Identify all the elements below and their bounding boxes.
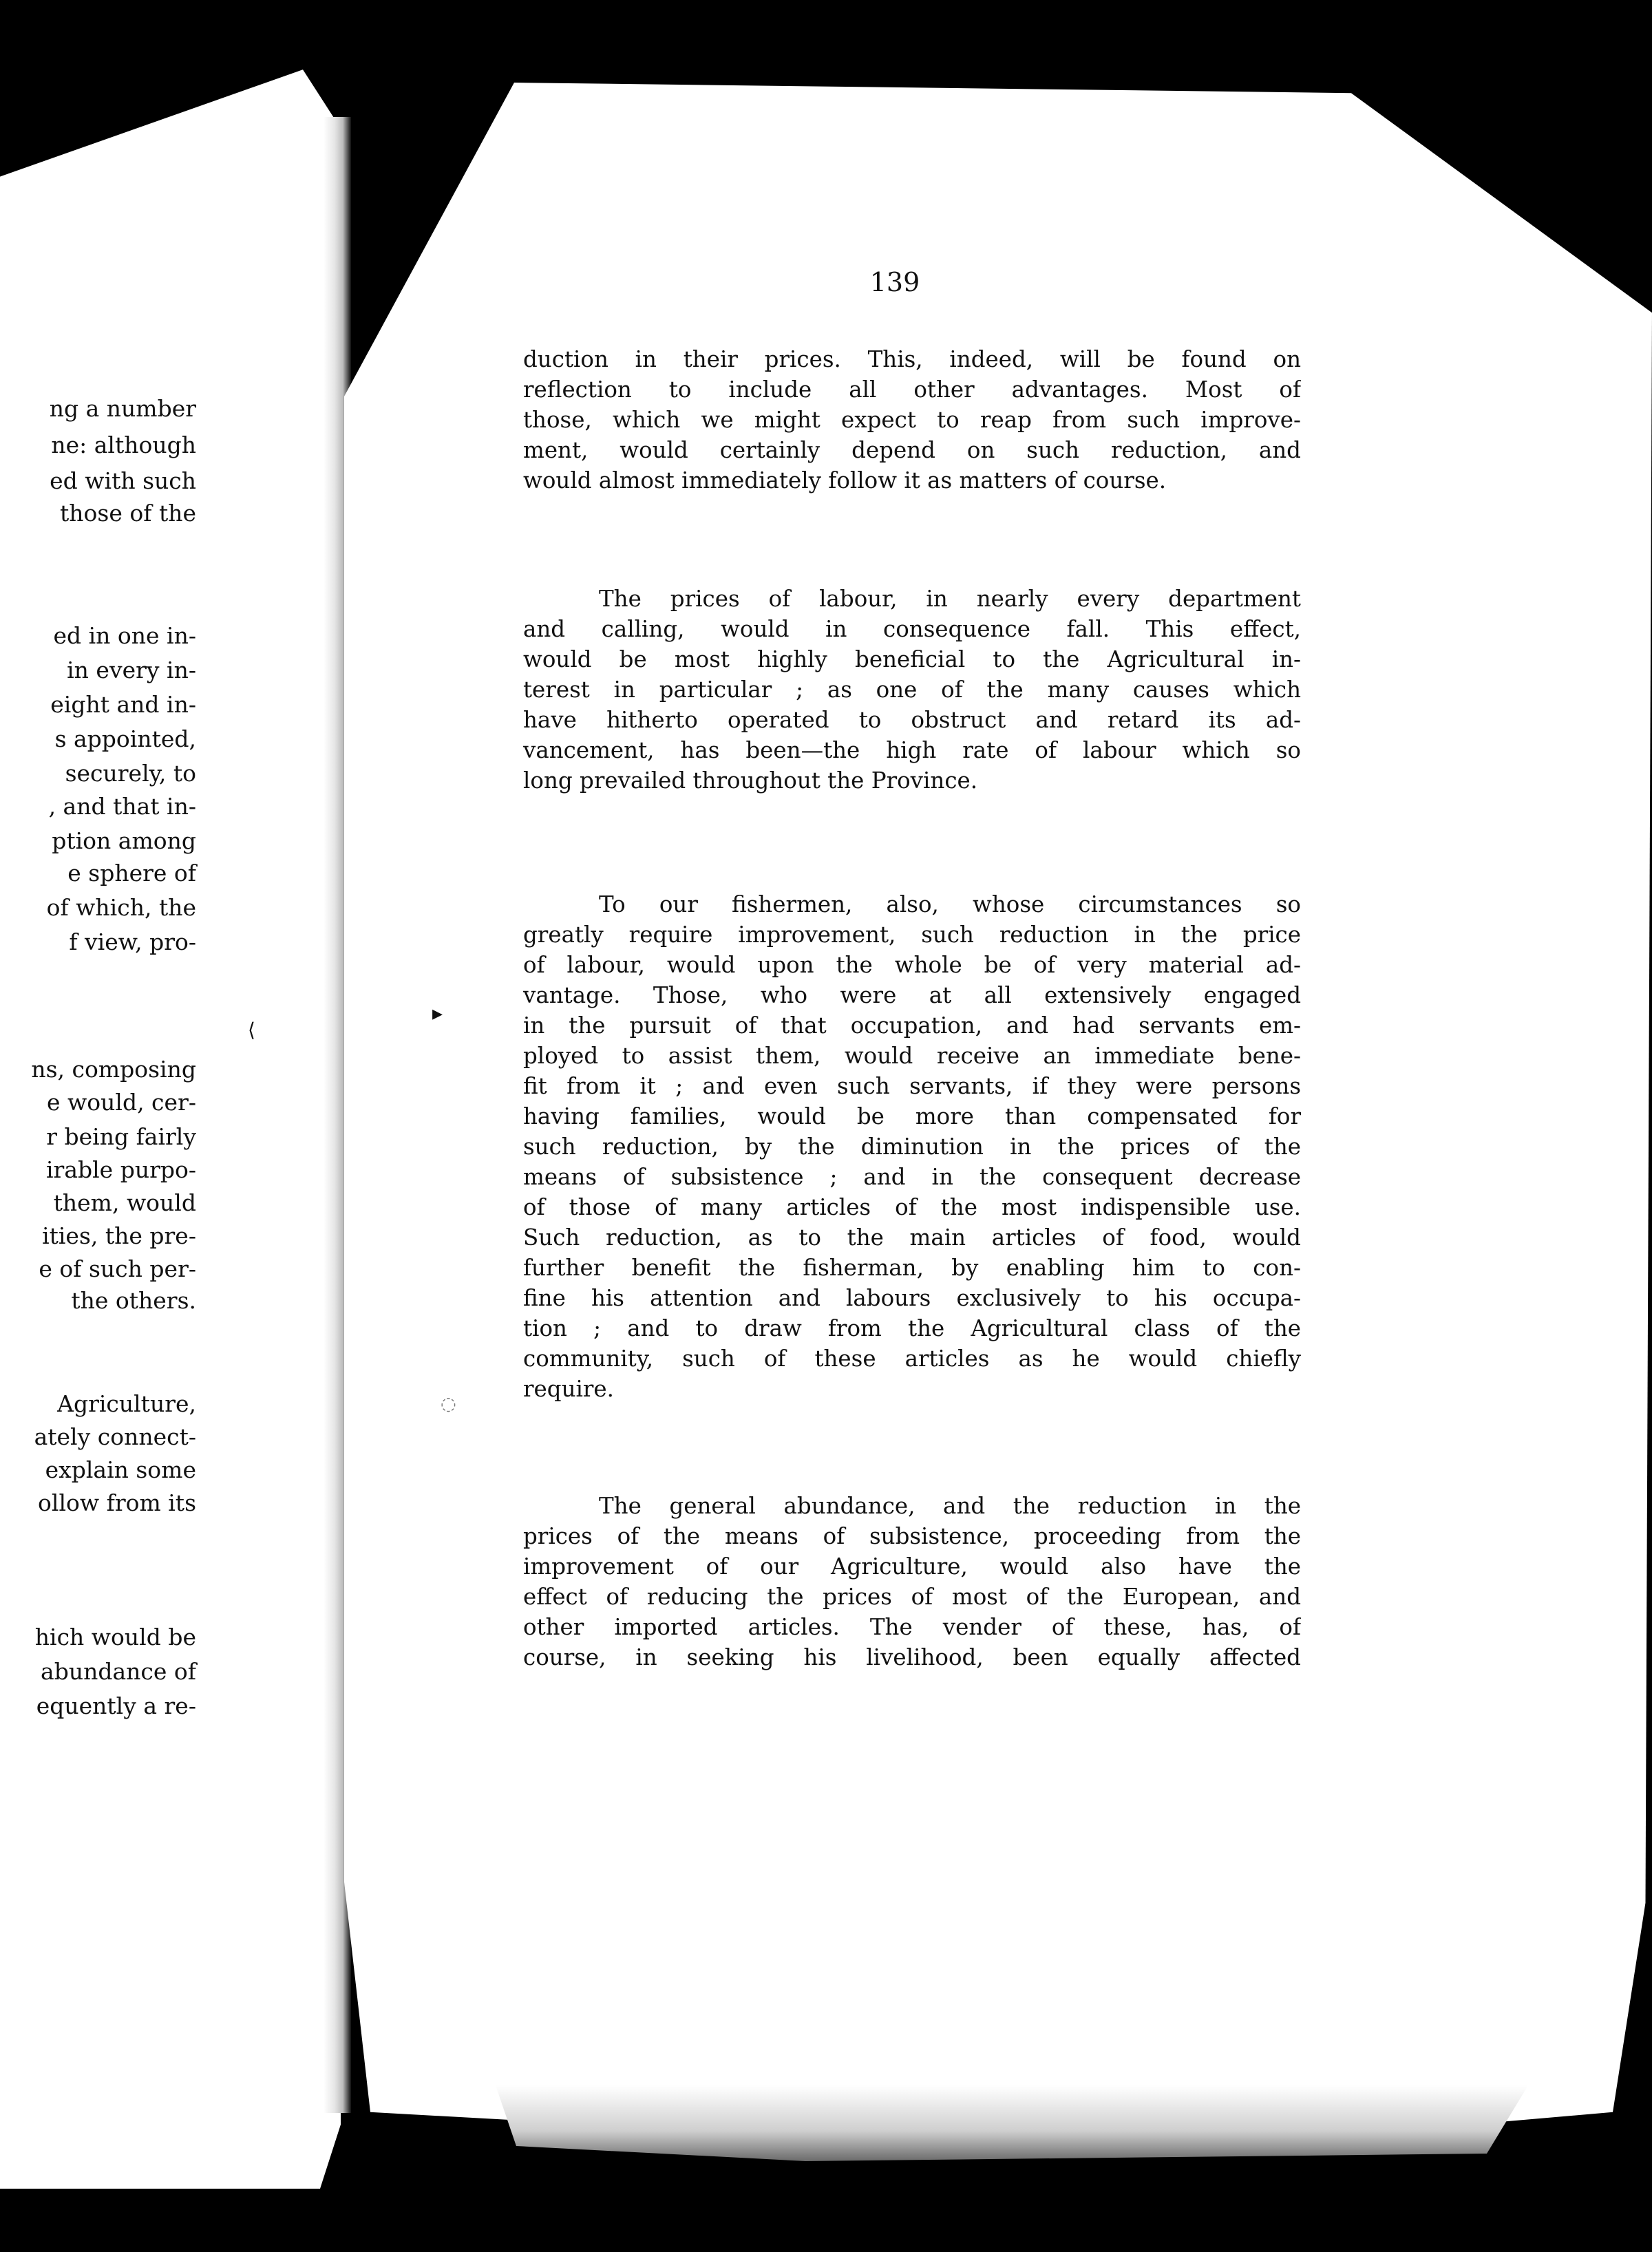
left-page-line: e would, cer- <box>47 1089 196 1116</box>
left-page-line: those of the <box>60 500 196 527</box>
text-line: those, which we might expect to reap from such improve- <box>523 407 1301 433</box>
text-line: in the pursuit of that occupation, and had servants em- <box>523 1012 1301 1039</box>
text-line: tion ; and to draw from the Agricultural class of the <box>523 1315 1301 1341</box>
left-page-line: ed with such <box>50 467 196 494</box>
text-line: community, such of these articles as he would chiefly <box>523 1346 1301 1372</box>
left-page-line: s appointed, <box>54 725 196 752</box>
text-line: of those of many articles of the most indispensible use. <box>523 1194 1301 1220</box>
right-page-edge-shadow <box>496 2085 1528 2161</box>
left-page-line: of which, the <box>46 894 196 921</box>
left-page-line: ately connect- <box>34 1423 196 1450</box>
left-page-line: abundance of <box>41 1658 196 1685</box>
text-line: The prices of labour, in nearly every department <box>599 586 1301 612</box>
text-line: prices of the means of subsistence, proceeding from the <box>523 1523 1301 1549</box>
left-page-line: the others. <box>71 1287 196 1314</box>
left-page-line: hich would be <box>34 1624 196 1650</box>
left-page-line: equently a re- <box>36 1692 196 1719</box>
text-line: of labour, would upon the whole be of very material ad- <box>523 952 1301 978</box>
left-page-line: ption among <box>52 827 196 854</box>
text-line: require. <box>523 1376 614 1402</box>
text-line: duction in their prices. This, indeed, will be found on <box>523 346 1301 372</box>
margin-smudge-icon: ◌ <box>441 1394 456 1414</box>
text-line: Such reduction, as to the main articles of food, would <box>523 1224 1301 1251</box>
left-page-line: Agriculture, <box>57 1390 196 1417</box>
text-line: such reduction, by the diminution in the prices of the <box>523 1134 1301 1160</box>
left-page-line: explain some <box>45 1456 196 1483</box>
text-line: would almost immediately follow it as matters of course. <box>523 467 1167 493</box>
text-line: ment, would certainly depend on such reduction, and <box>523 437 1301 463</box>
paragraph-1 <box>523 344 1301 496</box>
text-line: other imported articles. The vender of these, has, of <box>523 1614 1301 1640</box>
text-line: To our fishermen, also, whose circumstances so <box>599 891 1301 917</box>
text-line: ployed to assist them, would receive an immediate bene- <box>523 1043 1301 1069</box>
left-page-line: ities, the pre- <box>42 1222 196 1249</box>
text-line: vancement, has been—the high rate of labour which so <box>523 737 1301 763</box>
text-line: would be most highly beneficial to the Agricultural in- <box>523 646 1301 672</box>
text-line: fine his attention and labours exclusively to his occupa- <box>523 1285 1301 1311</box>
text-line: long prevailed throughout the Province. <box>523 767 978 794</box>
left-page-line: ns, composing <box>31 1056 196 1083</box>
text-line: The general abundance, and the reduction in the <box>599 1493 1301 1519</box>
left-page-line: securely, to <box>65 760 196 787</box>
left-page-line: f view, pro- <box>69 928 196 955</box>
text-line: terest in particular ; as one of the many causes which <box>523 677 1301 703</box>
left-page-line: ollow from its <box>38 1489 196 1516</box>
paragraph-4 <box>523 1491 1301 1672</box>
text-line: means of subsistence ; and in the consequent decrease <box>523 1164 1301 1190</box>
left-page-line: in every in- <box>67 657 196 683</box>
left-page-line: irable purpo- <box>46 1156 196 1183</box>
text-line: vantage. Those, who were at all extensively engaged <box>523 982 1301 1008</box>
left-page-line: ne: although <box>51 432 196 458</box>
left-page-line: e of such per- <box>39 1255 196 1282</box>
left-page-line: , and that in- <box>48 793 196 820</box>
margin-mark-icon: ⟨ <box>248 1019 255 1041</box>
page-number: 139 <box>869 267 920 297</box>
text-line: improvement of our Agriculture, would also have the <box>523 1553 1301 1580</box>
left-page-line: them, would <box>53 1189 196 1216</box>
left-page-line: ng a number <box>49 395 196 422</box>
text-line: reflection to include all other advantages. Most of <box>523 376 1301 403</box>
text-line: and calling, would in consequence fall. This effect, <box>523 616 1301 642</box>
text-line: have hitherto operated to obstruct and retard its ad- <box>523 707 1301 733</box>
paragraph-2 <box>523 584 1301 796</box>
left-page-line: ed in one in- <box>53 622 196 649</box>
left-page-line: e sphere of <box>67 860 196 886</box>
text-line: having families, would be more than compensated for <box>523 1103 1301 1129</box>
text-line: greatly require improvement, such reduction in the price <box>523 922 1301 948</box>
left-page-line: eight and in- <box>50 691 196 718</box>
left-page-line: r being fairly <box>46 1123 196 1150</box>
pointer-mark-icon: ▸ <box>432 1001 443 1026</box>
text-line: effect of reducing the prices of most of the European, and <box>523 1584 1301 1610</box>
paragraph-3 <box>523 889 1301 1404</box>
text-line: further benefit the fisherman, by enabling him to con- <box>523 1255 1301 1281</box>
text-line: course, in seeking his livelihood, been equally affected <box>523 1644 1301 1670</box>
text-line: fit from it ; and even such servants, if they were persons <box>523 1073 1301 1099</box>
